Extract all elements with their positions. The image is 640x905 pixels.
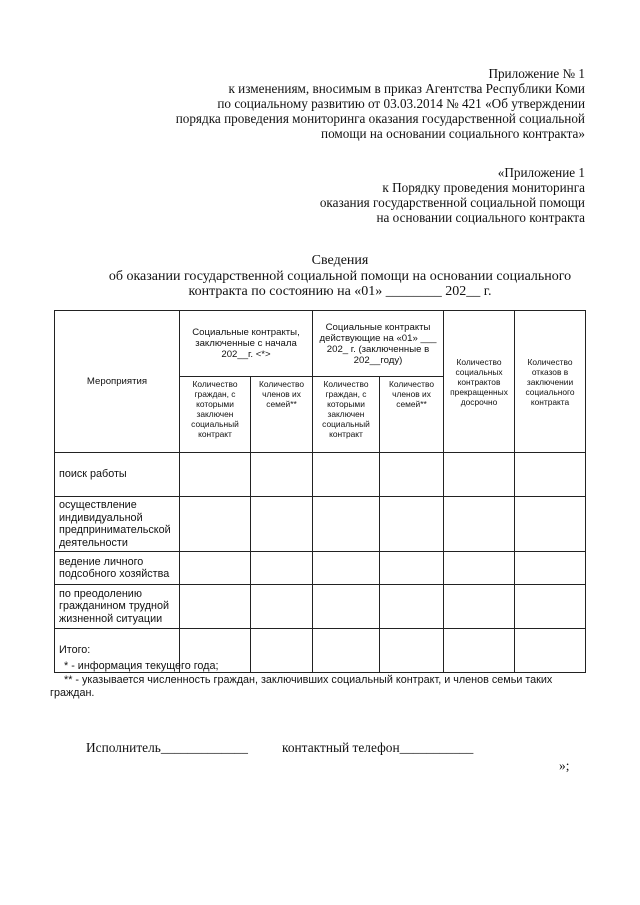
table-cell (251, 497, 313, 552)
table-cell (444, 585, 515, 629)
appendix-1-line: Приложение № 1 (488, 66, 585, 81)
appendix-2-header (320, 165, 585, 225)
appendix-1-line: порядка проведения мониторинга оказания государственной социальной (175, 111, 585, 126)
table-row (55, 453, 586, 497)
table-cell (180, 497, 251, 552)
appendix-2-line: «Приложение 1 (497, 165, 585, 180)
table-cell (380, 552, 444, 585)
table-cell (380, 497, 444, 552)
total-label: Итого: (55, 629, 180, 673)
appendix-2-line: оказания государственной социальной помощи (319, 195, 585, 210)
title-heading: Сведения (311, 253, 369, 268)
footnote-1: * - информация текущего года; (64, 660, 219, 672)
table-cell (251, 552, 313, 585)
table-cell (444, 552, 515, 585)
subheader-members: Количество членов их семей** (251, 377, 313, 453)
title-line: об оказании государственной социальной помощи на основании социального (108, 268, 572, 284)
appendix-1-line: помощи на основании социального контракта» (321, 126, 585, 141)
table-cell (515, 552, 586, 585)
closing-quote: »; (559, 758, 570, 773)
subheader-citizens: Количество граждан, с которыми заключен социальный контракт (313, 377, 380, 453)
row-label: осуществление индивидуальной предпринимательской деятельности (55, 497, 180, 552)
table-cell (313, 585, 380, 629)
table-cell (444, 497, 515, 552)
contact-phone: контактный телефон___________ (282, 740, 474, 755)
header-concluded: Социальные контракты, заключенные с начала 202__г. <*> (180, 311, 313, 377)
header-events: Мероприятия (55, 311, 180, 453)
subheader-members: Количество членов их семей** (380, 377, 444, 453)
table-cell (515, 585, 586, 629)
table-row (55, 585, 586, 629)
subheader-citizens: Количество граждан, с которыми заключен социальный контракт (180, 377, 251, 453)
row-label: поиск работы (55, 453, 180, 497)
table-cell (180, 585, 251, 629)
table-cell (313, 552, 380, 585)
table-cell (251, 585, 313, 629)
table-cell (515, 497, 586, 552)
table-row (55, 552, 586, 585)
title-line: контракта по состоянию на «01» ________ 202__ г. (188, 284, 492, 299)
table-cell (313, 453, 380, 497)
table-cell (380, 585, 444, 629)
appendix-2-line: к Порядку проведения мониторинга (382, 180, 585, 195)
appendix-1-header (176, 66, 585, 141)
table-cell (251, 453, 313, 497)
appendix-1-line: по социальному развитию от 03.03.2014 № 421 «Об утверждении (217, 96, 585, 111)
header-terminated: Количество социальных контрактов прекращенных досрочно (444, 311, 515, 453)
table-cell (380, 453, 444, 497)
table-cell (313, 497, 380, 552)
footnote-2: ** - указывается численность граждан, заключивших социальный контракт, и членов семьи таких граждан. (50, 674, 553, 699)
table-cell (180, 453, 251, 497)
header-refusals: Количество отказов в заключении социального контракта (515, 311, 586, 453)
row-label: по преодолению гражданином трудной жизненной ситуации (55, 585, 180, 629)
row-label: ведение личного подсобного хозяйства (55, 552, 180, 585)
table-cell (180, 552, 251, 585)
appendix-1-line: к изменениям, вносимым в приказ Агентства Республики Коми (228, 81, 585, 96)
table-cell (515, 453, 586, 497)
executor-signature: Исполнитель_____________ (86, 740, 248, 755)
table-row (55, 497, 586, 552)
document-title (60, 253, 620, 300)
table-cell (444, 453, 515, 497)
header-active: Социальные контракты действующие на «01» ___ 202_ г. (заключенные в 202__году) (313, 311, 444, 377)
appendix-2-line: на основании социального контракта (376, 210, 585, 225)
report-table (54, 310, 586, 673)
